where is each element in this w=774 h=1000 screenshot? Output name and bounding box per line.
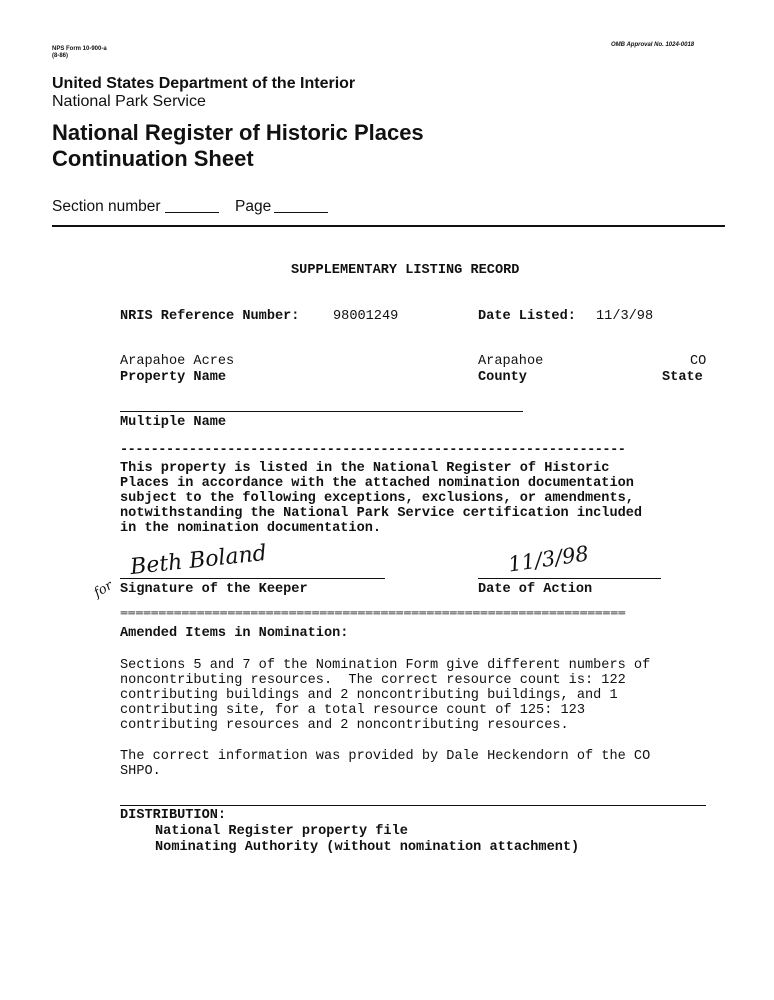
department-name: United States Department of the Interior <box>52 75 356 92</box>
distribution-label: DISTRIBUTION: <box>120 808 227 823</box>
state-label: State <box>662 370 703 385</box>
keeper-signature: Beth Boland <box>129 540 268 581</box>
multiple-name-label: Multiple Name <box>120 415 227 430</box>
county-value: Arapahoe <box>478 354 544 369</box>
date-listed-value: 11/3/98 <box>596 309 654 324</box>
omb-approval: OMB Approval No. 1024-0018 <box>611 42 695 48</box>
distribution-item: Nominating Authority (without nomination attachment) <box>155 840 580 855</box>
action-date-label: Date of Action <box>478 582 593 597</box>
signature-label: Signature of the Keeper <box>120 582 308 597</box>
property-name-value: Arapahoe Acres <box>120 354 235 369</box>
nris-label: NRIS Reference Number: <box>120 309 300 324</box>
multiple-name-line <box>120 411 523 412</box>
header-rule <box>52 225 725 227</box>
section-number-line <box>165 212 219 213</box>
nris-value: 98001249 <box>333 309 399 324</box>
page-number-line <box>274 212 328 213</box>
correct-info-text: The correct information was provided by Dale Heckendorn of the CO SHPO. <box>120 749 651 779</box>
double-separator: ================================================================== <box>120 610 626 619</box>
action-date-handwritten: 11/3/98 <box>506 541 591 577</box>
section-number-label: Section number <box>52 198 161 215</box>
county-label: County <box>478 370 527 385</box>
form-revision: (8-86) <box>52 53 69 59</box>
agency-name: National Park Service <box>52 93 206 110</box>
property-name-label: Property Name <box>120 370 227 385</box>
page-subtitle: Continuation Sheet <box>52 146 254 171</box>
page-label: Page <box>235 198 272 215</box>
dash-separator: ------------------------------------------------------------------ <box>120 443 626 458</box>
signature-line <box>120 578 385 579</box>
distribution-rule <box>120 805 706 806</box>
listing-statement: This property is listed in the National Register of Historic Places in accordance with the attached nomination documentation subject to the following exceptions, exclusions, or amendments, notwithstanding the National Park Service certification included in the nomination documentation. <box>120 461 643 536</box>
state-value: CO <box>690 354 707 369</box>
action-date-line <box>478 578 661 579</box>
date-listed-label: Date Listed: <box>478 309 576 324</box>
distribution-item: National Register property file <box>155 824 408 839</box>
record-title: SUPPLEMENTARY LISTING RECORD <box>291 263 520 278</box>
amended-items-label: Amended Items in Nomination: <box>120 626 349 641</box>
signature-for-mark: for <box>91 578 116 601</box>
page-title: National Register of Historic Places <box>52 120 424 145</box>
amended-items-text: Sections 5 and 7 of the Nomination Form give different numbers of noncontributing resources. The correct resource count is: 122 contributing buildings and 2 noncontributing buildings, and 1 contributing site, for a total resource count of 125: 123 contributing resources and 2 noncontributing resources. <box>120 658 651 733</box>
form-number: NPS Form 10-900-a <box>52 46 107 52</box>
